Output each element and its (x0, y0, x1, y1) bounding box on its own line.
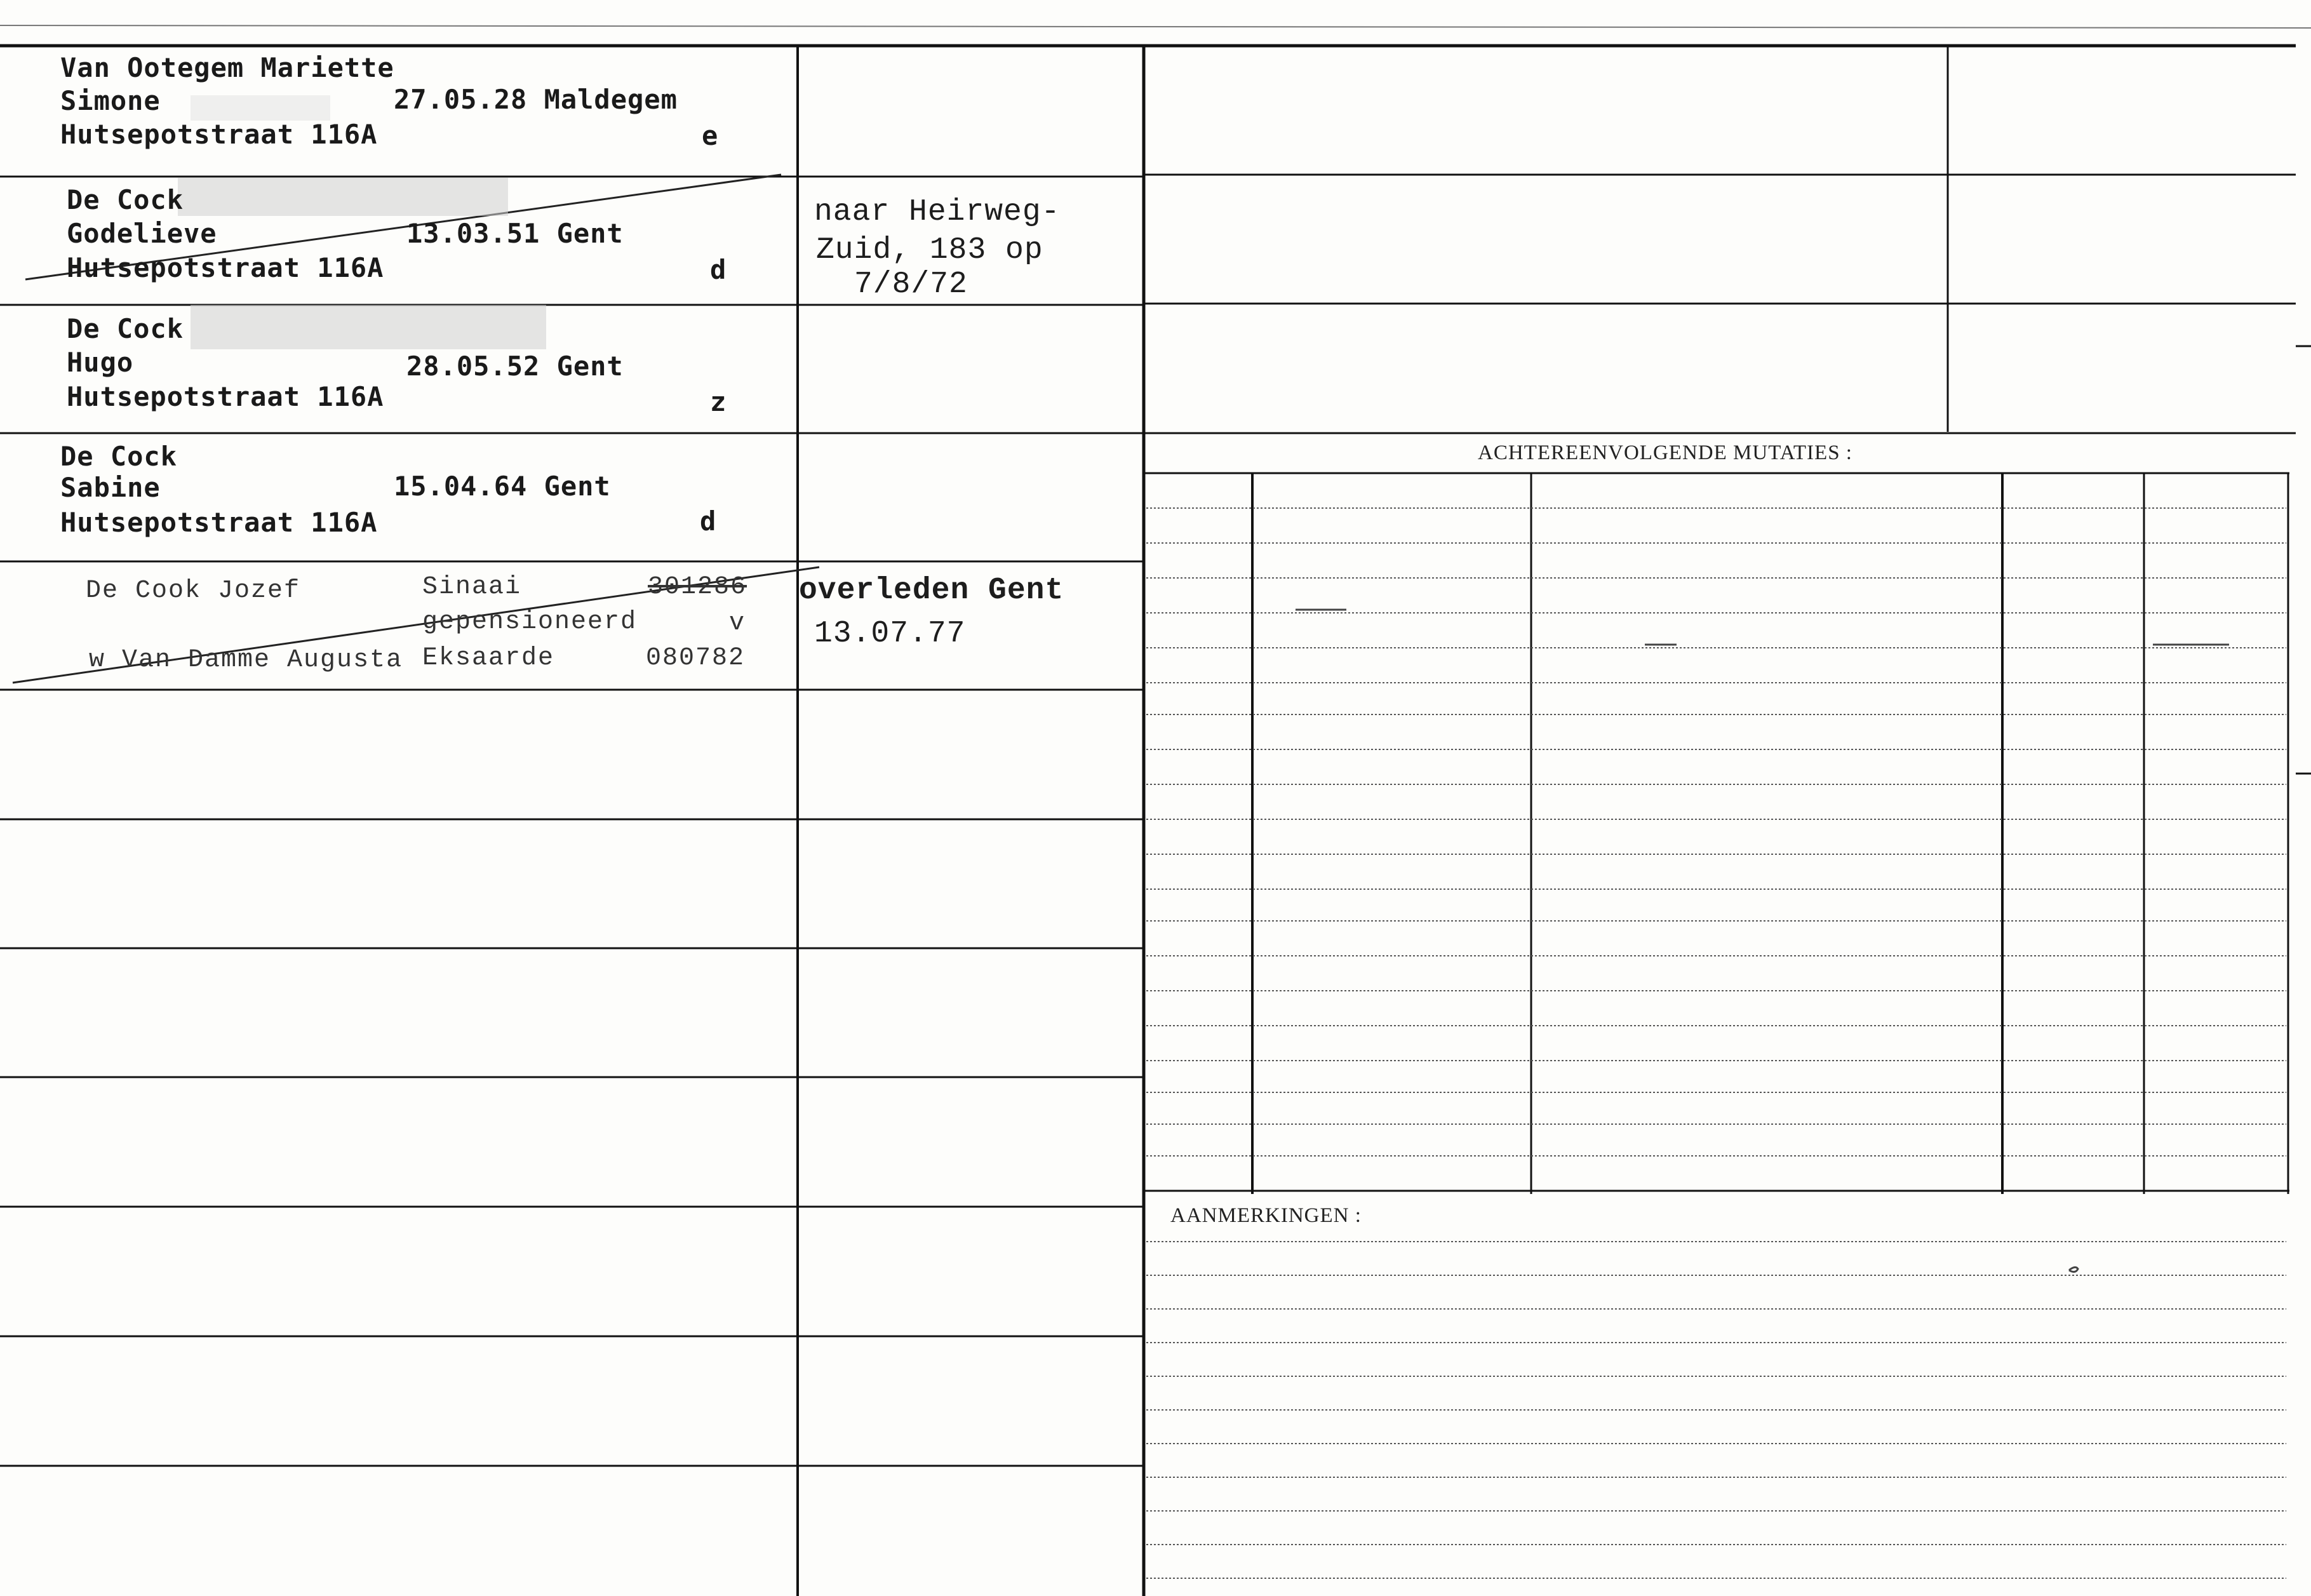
entry-5-name: De Cook Jozef (86, 577, 301, 605)
person-1-code: e (702, 120, 719, 151)
person-2-address: Hutsepotstraat 116A (67, 252, 384, 283)
scan-noise (178, 178, 508, 216)
note-move-line2: Zuid, 183 op (816, 233, 1043, 267)
entry-5-spouse: w Van Damme Augusta (89, 646, 403, 674)
entry-5-date2: 080782 (646, 644, 746, 673)
person-1-address: Hutsepotstraat 116A (60, 119, 378, 150)
person-3-birth: 28.05.52 Gent (406, 351, 624, 382)
scan-noise (191, 305, 546, 349)
person-2-name-line2: Godelieve (67, 218, 217, 249)
note-death-line2: 13.07.77 (814, 617, 966, 651)
entry-5-date1: 301286 (648, 573, 747, 601)
person-1-name-line2: Simone (60, 85, 161, 116)
note-death-line1: overleden Gent (799, 573, 1064, 608)
person-2-code: d (710, 254, 727, 285)
person-3-name-line2: Hugo (67, 347, 134, 378)
person-3-address: Hutsepotstraat 116A (67, 381, 384, 412)
entry-5-place1: Sinaai (422, 573, 522, 601)
person-2-name-line1: De Cock (67, 184, 184, 215)
person-1-name-line1: Van Ootegem Mariette (60, 52, 394, 83)
person-4-name-line2: Sabine (60, 472, 161, 503)
mutations-heading: ACHTEREENVOLGENDE MUTATIES : (1478, 441, 1852, 464)
entry-5-place2: Eksaarde (422, 644, 555, 673)
person-4-name-line1: De Cock (60, 441, 178, 472)
person-4-code: d (700, 506, 717, 537)
person-3-code: z (710, 386, 727, 417)
scan-noise (191, 95, 330, 121)
person-4-birth: 15.04.64 Gent (394, 471, 611, 502)
person-4-address: Hutsepotstraat 116A (60, 507, 378, 538)
person-1-birth: 27.05.28 Maldegem (394, 84, 678, 115)
note-move-line3: 7/8/72 (854, 267, 968, 302)
note-move-line1: naar Heirweg- (814, 195, 1061, 229)
entry-5-occupation: gepensioneerd (422, 608, 638, 636)
person-2-birth: 13.03.51 Gent (406, 218, 624, 249)
entry-5-code: v (729, 609, 746, 638)
person-3-name-line1: De Cock (67, 313, 184, 344)
remarks-heading: AANMERKINGEN : (1170, 1204, 1362, 1227)
